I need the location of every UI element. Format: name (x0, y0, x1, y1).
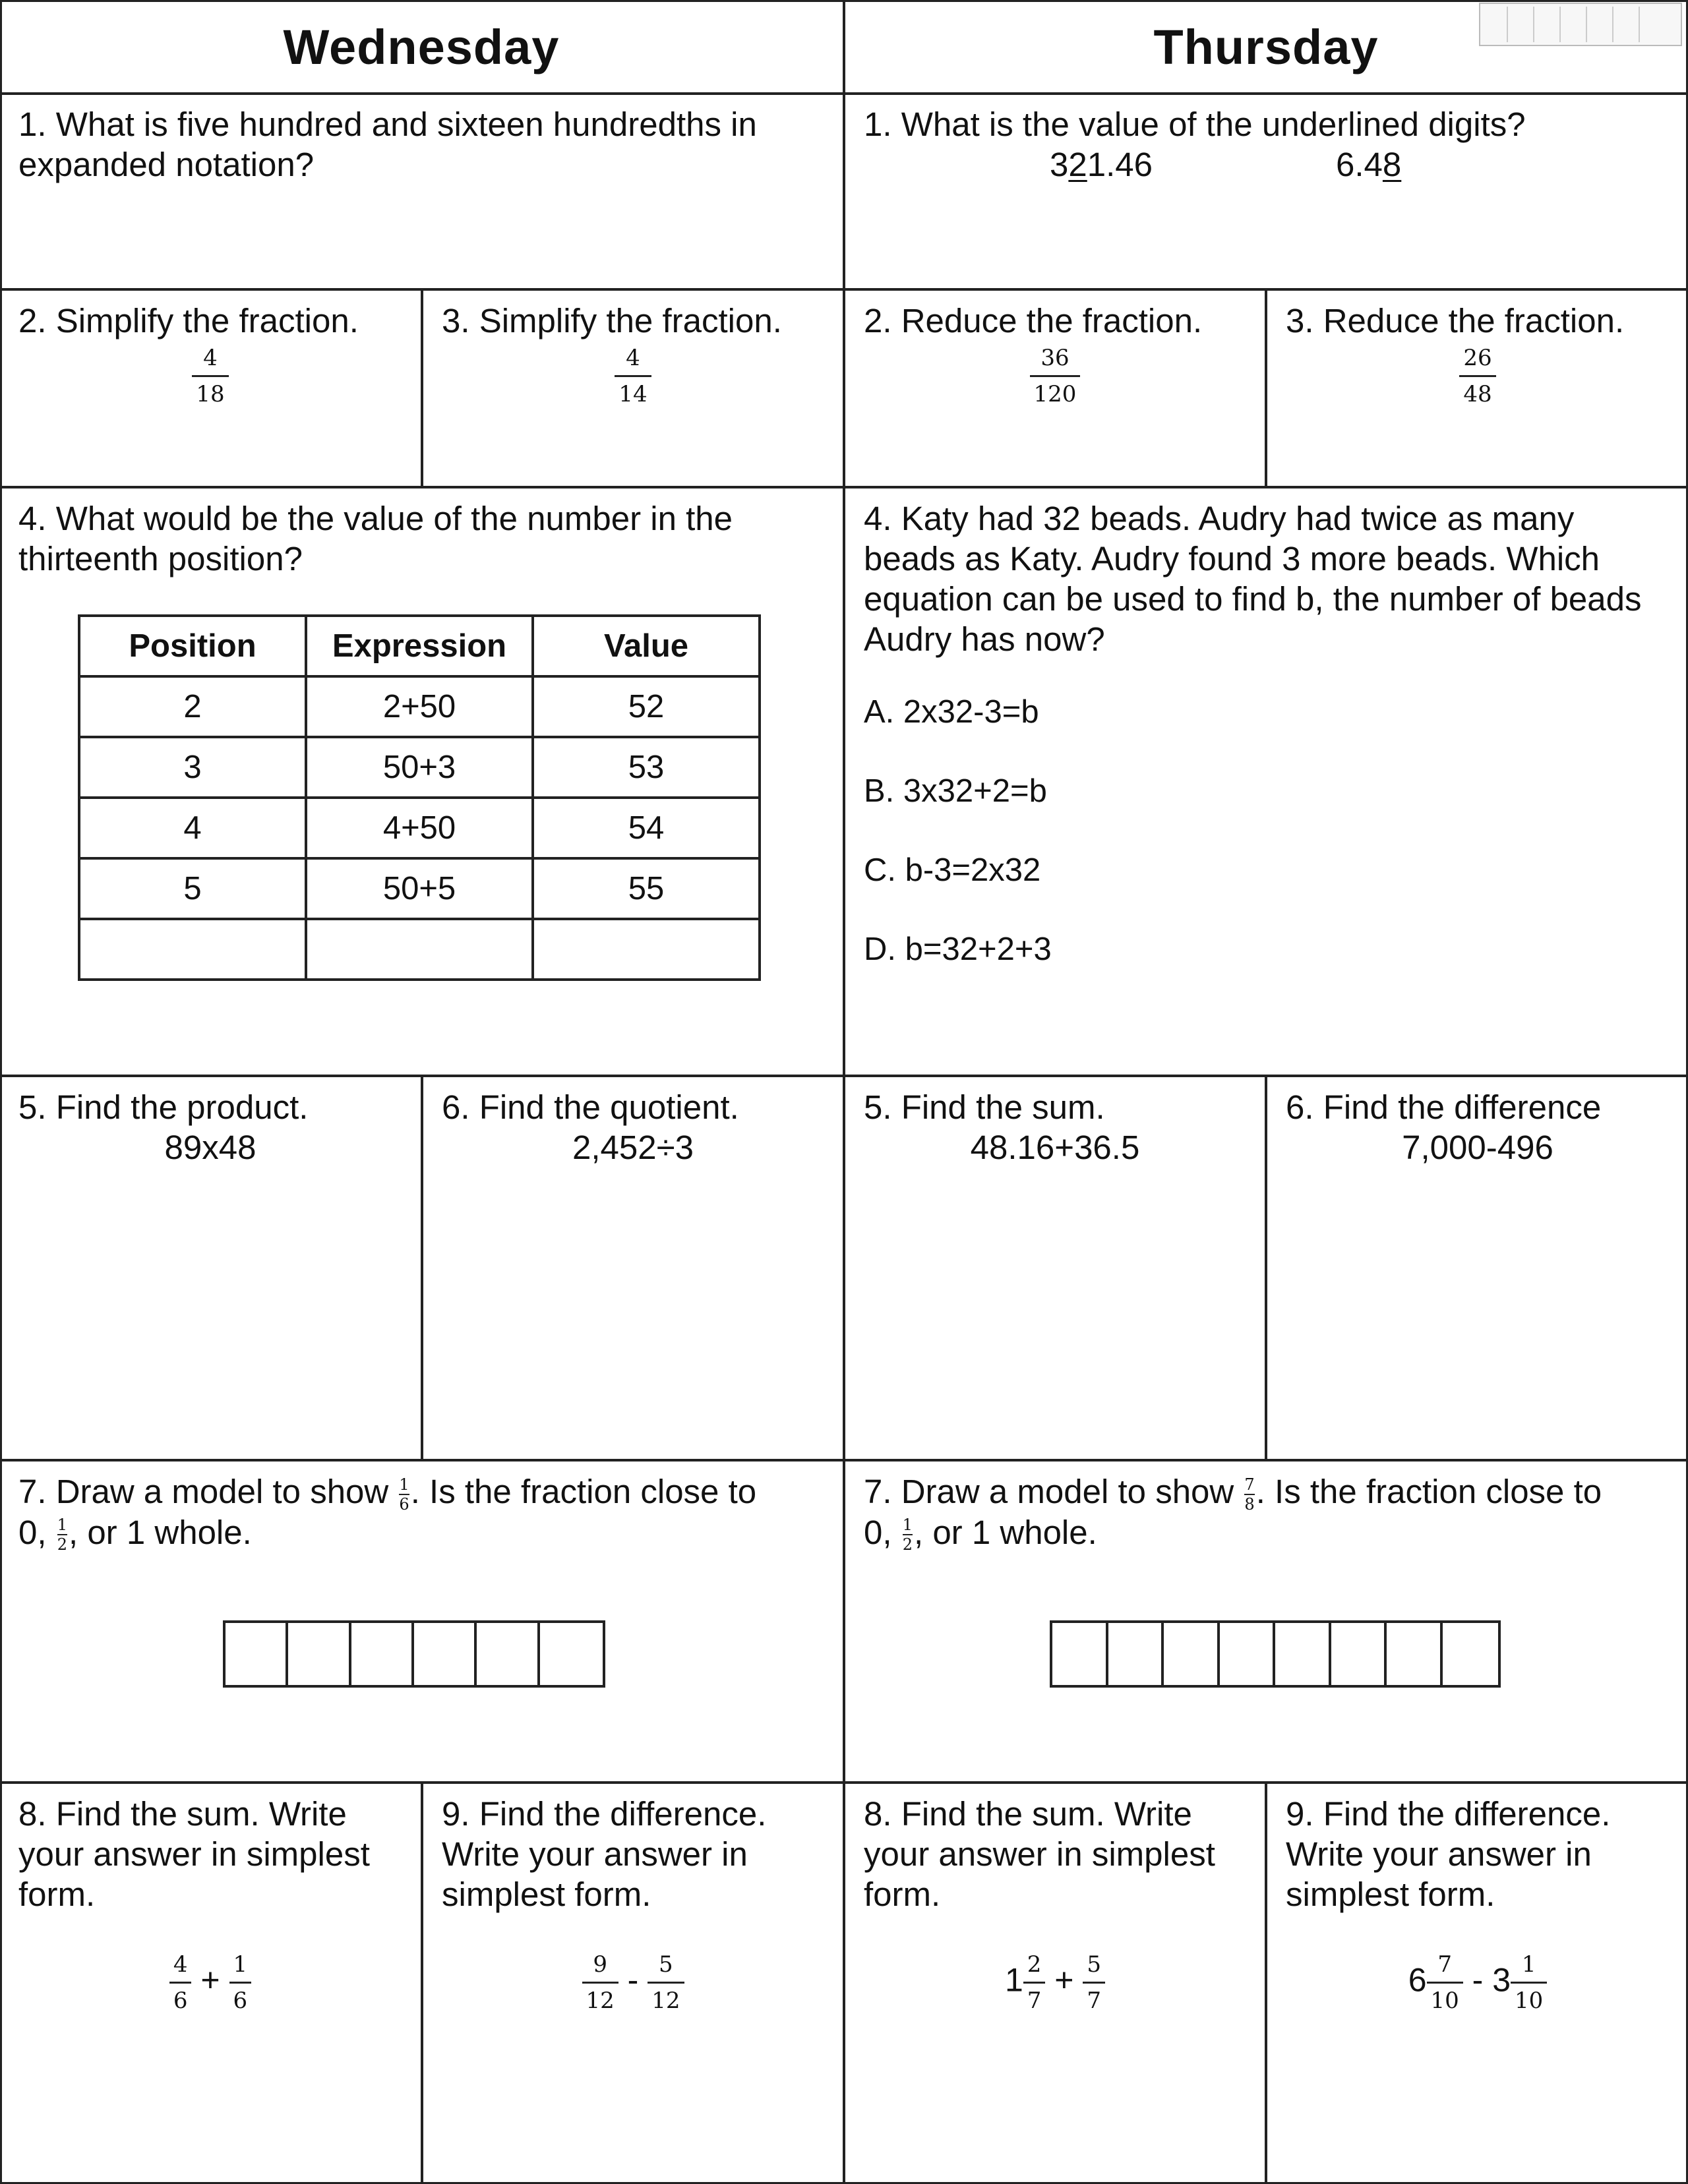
model-box[interactable] (1387, 1623, 1443, 1685)
answer-cell[interactable] (533, 919, 760, 980)
option-d[interactable]: D. b=32+2+3 (864, 931, 1052, 967)
wed-q7-text-3: 0, (18, 1513, 56, 1551)
whole-number: 6 (1408, 1961, 1427, 1999)
thu-q7-text-2: . Is the fraction close to (1255, 1473, 1602, 1510)
thumbnail-preview (1479, 3, 1682, 46)
wed-q5-label: 5. Find the product. (18, 1088, 309, 1126)
table-cell: 4 (79, 798, 306, 858)
thu-q4-label: 4. Katy had 32 beads. Audry had twice as many beads as Katy. Audry found 3 more beads. Which equation can be used to find b, the number of beads Audry has now? (864, 500, 1642, 658)
numerator: 5 (659, 1951, 673, 1978)
thu-q7-text: 7. Draw a model to show (864, 1473, 1244, 1510)
fraction-b (229, 1951, 252, 2014)
model-box[interactable] (414, 1623, 477, 1685)
numerator: 4 (626, 345, 640, 371)
model-box[interactable] (226, 1623, 288, 1685)
option-b[interactable]: B. 3x32+2=b (864, 773, 1047, 809)
thu-q7 (845, 1463, 1688, 1560)
thu-q9 (1267, 1786, 1688, 2022)
operator: + (1054, 1961, 1074, 1999)
wed-q5-expression: 89x48 (164, 1129, 256, 1166)
model-box[interactable] (540, 1623, 603, 1685)
thu-q4 (845, 490, 1688, 1017)
model-box[interactable] (288, 1623, 351, 1685)
table-cell: 3 (79, 737, 306, 798)
thu-q6-label: 6. Find the difference (1286, 1088, 1602, 1126)
wed-q8 (0, 1786, 421, 2022)
thu-q6 (1267, 1079, 1688, 1175)
numerator: 4 (203, 345, 218, 371)
denominator: 6 (399, 1494, 409, 1514)
denominator: 12 (586, 1988, 615, 2014)
numerator: 1 (399, 1475, 409, 1494)
table-row-blank[interactable] (79, 919, 760, 980)
numerator: 4 (173, 1951, 188, 1978)
thursday-heading: Thursday (1153, 19, 1379, 74)
wed-q2-fraction (192, 345, 228, 407)
denominator: 14 (618, 381, 648, 407)
model-box[interactable] (351, 1623, 414, 1685)
denominator: 18 (196, 381, 225, 407)
thu-q7-text-4: , or 1 whole. (913, 1513, 1097, 1551)
wed-q7-fraction (399, 1477, 409, 1512)
thu-q1-label: 1. What is the value of the underlined digits? (864, 105, 1526, 143)
fraction-a (169, 1951, 192, 2014)
thu-q2 (845, 293, 1265, 415)
denominator: 8 (1244, 1494, 1255, 1514)
table-cell: 53 (533, 737, 760, 798)
wed-q4-label: 4. What would be the value of the number in the thirteenth position? (18, 500, 733, 577)
wed-q7-text-2: . Is the fraction close to (410, 1473, 757, 1510)
whole-number: 1 (1004, 1961, 1023, 1999)
wed-q6-label: 6. Find the quotient. (442, 1088, 739, 1126)
option-a[interactable]: A. 2x32-3=b (864, 694, 1039, 730)
col-header: Value (533, 616, 760, 676)
denominator: 6 (233, 1988, 248, 2014)
fraction-b (648, 1951, 684, 2014)
thu-q2-label: 2. Reduce the fraction. (864, 302, 1203, 339)
wednesday-heading: Wednesday (283, 19, 560, 74)
wed-q9-label: 9. Find the difference. Write your answer in simplest form. (442, 1795, 767, 1913)
col-header: Position (79, 616, 306, 676)
table-row (79, 676, 760, 737)
denominator: 7 (1027, 1988, 1042, 2014)
table-cell: 54 (533, 798, 760, 858)
model-box[interactable] (1443, 1623, 1499, 1685)
table-cell: 4+50 (306, 798, 533, 858)
table-cell: 2+50 (306, 676, 533, 737)
table-row (79, 798, 760, 858)
wed-q2 (0, 293, 421, 415)
numerator: 1 (1521, 1951, 1536, 1978)
digits: 3 (1050, 146, 1069, 183)
thu-q7-fraction (1244, 1477, 1254, 1512)
wed-q8-label: 8. Find the sum. Write your answer in simplest form. (18, 1795, 370, 1913)
fraction-a (1427, 1951, 1463, 2014)
operator: + (200, 1961, 220, 1999)
model-box[interactable] (477, 1623, 539, 1685)
wed-q7 (0, 1463, 843, 1560)
numerator: 5 (1087, 1951, 1102, 1978)
denominator: 6 (173, 1988, 188, 2014)
denominator: 7 (1087, 1988, 1102, 2014)
table-header-row (79, 616, 760, 676)
table-cell: 55 (533, 858, 760, 919)
table-cell: 2 (79, 676, 306, 737)
wed-fraction-model[interactable] (223, 1620, 605, 1688)
half-fraction (57, 1517, 67, 1552)
row4-rule (0, 1459, 1688, 1461)
fraction-a (582, 1951, 618, 2014)
thu-q5-expression: 48.16+36.5 (970, 1129, 1140, 1166)
sequence-table (78, 614, 761, 981)
thu-q3-label: 3. Reduce the fraction. (1286, 302, 1625, 339)
numerator: 1 (233, 1951, 248, 1978)
denominator: 2 (57, 1535, 67, 1554)
numerator: 7 (1437, 1951, 1452, 1978)
thu-q3 (1267, 293, 1688, 415)
wed-q7-text-4: , or 1 whole. (68, 1513, 252, 1551)
model-box[interactable] (1108, 1623, 1164, 1685)
model-box[interactable] (1052, 1623, 1108, 1685)
model-box[interactable] (1164, 1623, 1220, 1685)
table-cell: 50+3 (306, 737, 533, 798)
digits: 6.4 (1336, 146, 1383, 183)
option-c[interactable]: C. b-3=2x32 (864, 852, 1041, 888)
table-cell: 52 (533, 676, 760, 737)
operator: - 3 (1472, 1961, 1511, 1999)
thu-q2-fraction (1030, 345, 1081, 407)
wed-q9 (423, 1786, 843, 2022)
wed-q2-label: 2. Simplify the fraction. (18, 302, 359, 339)
thu-q7-text-3: 0, (864, 1513, 901, 1551)
wed-q3 (423, 293, 843, 415)
wed-q1 (0, 96, 843, 192)
wed-q5 (0, 1079, 421, 1175)
denominator: 10 (1430, 1988, 1459, 2014)
operator: - (627, 1961, 639, 1999)
table-row (79, 737, 760, 798)
col-header: Expression (306, 616, 533, 676)
underlined-digit: 2 (1068, 146, 1087, 183)
answer-cell[interactable] (306, 919, 533, 980)
table-cell: 50+5 (306, 858, 533, 919)
numerator: 1 (902, 1516, 913, 1535)
fraction-b (1511, 1951, 1547, 2014)
fraction-a (1023, 1951, 1046, 2014)
table-cell: 5 (79, 858, 306, 919)
wed-q7-text: 7. Draw a model to show (18, 1473, 398, 1510)
row1-rule (0, 288, 1688, 291)
model-box[interactable] (1220, 1623, 1276, 1685)
wed-q4 (0, 490, 843, 587)
underlined-digit: 8 (1382, 146, 1402, 183)
numerator: 36 (1040, 345, 1070, 371)
answer-cell[interactable] (79, 919, 306, 980)
table-row (79, 858, 760, 919)
thu-q1-number-1 (1050, 144, 1153, 185)
denominator: 48 (1463, 381, 1492, 407)
denominator: 120 (1033, 381, 1077, 407)
wed-q6 (423, 1079, 843, 1175)
denominator: 12 (651, 1988, 680, 2014)
thu-q8-label: 8. Find the sum. Write your answer in simplest form. (864, 1795, 1215, 1913)
numerator: 2 (1027, 1951, 1042, 1978)
row5-rule (0, 1781, 1688, 1784)
wed-q1-text: 1. What is five hundred and sixteen hundredths in expanded notation? (18, 105, 757, 183)
row2-rule (0, 486, 1688, 488)
thu-q5-label: 5. Find the sum. (864, 1088, 1105, 1126)
numerator: 1 (57, 1516, 67, 1535)
numerator: 26 (1463, 345, 1492, 371)
thu-q3-fraction (1459, 345, 1495, 407)
half-fraction (903, 1517, 913, 1552)
fraction-b (1083, 1951, 1105, 2014)
thu-fraction-model[interactable] (1050, 1620, 1501, 1688)
thu-q8 (845, 1786, 1265, 2022)
model-box[interactable] (1331, 1623, 1387, 1685)
numerator: 7 (1244, 1475, 1255, 1494)
thu-q1-number-2 (1336, 144, 1401, 185)
denominator: 2 (902, 1535, 913, 1554)
wed-q3-fraction (615, 345, 651, 407)
model-box[interactable] (1275, 1623, 1331, 1685)
row3-rule (0, 1075, 1688, 1077)
thu-q9-label: 9. Find the difference. Write your answer in simplest form. (1286, 1795, 1611, 1913)
denominator: 10 (1515, 1988, 1544, 2014)
numerator: 9 (593, 1951, 607, 1978)
wed-q6-expression: 2,452÷3 (572, 1129, 694, 1166)
thu-q6-expression: 7,000-496 (1402, 1129, 1553, 1166)
thu-q5 (845, 1079, 1265, 1175)
digits: 1.46 (1087, 146, 1153, 183)
thu-q1 (845, 96, 1688, 192)
wed-q3-label: 3. Simplify the fraction. (442, 302, 782, 339)
